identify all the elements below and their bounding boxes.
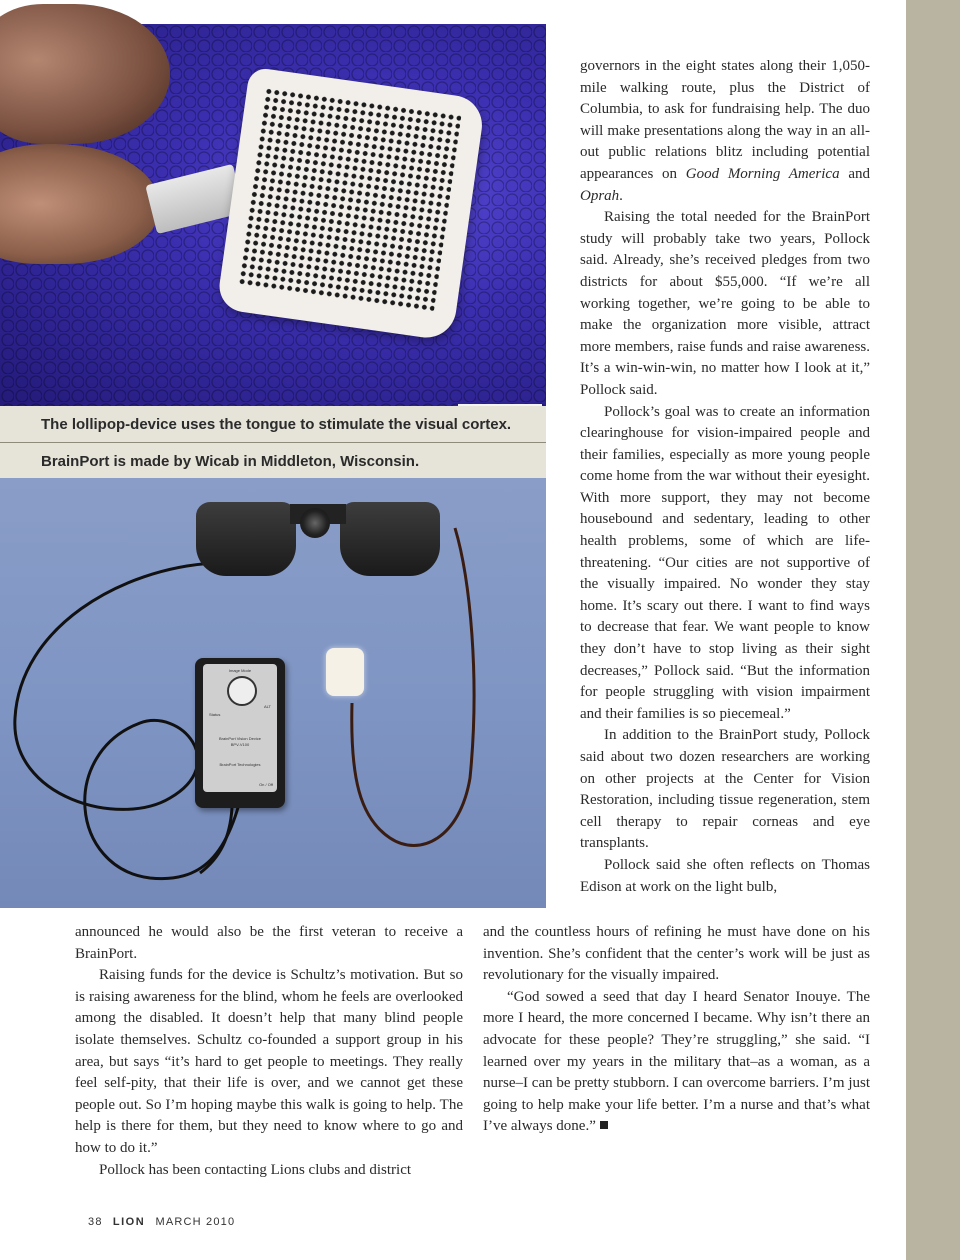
camera-lens [300,508,330,538]
paragraph [483,987,870,1138]
glasses-right-lens [340,502,440,576]
issue-date: MARCH 2010 [155,1216,236,1228]
paragraph: announced he would also be the first veteran to receive a BrainPort. [75,924,463,962]
paragraph: and the countless hours of refining he must have done on his invention. She’s confident that the center’s work will be just as revolutionary for the visually impaired. [483,924,870,984]
electrode-pad [216,67,486,342]
caption-divider [0,442,546,443]
mode-label: Image Mode [228,668,252,673]
article-right-column [580,56,870,898]
page-number: 38 [88,1216,103,1228]
photo-caption [0,406,546,478]
article-left-column [75,922,463,1181]
device-brand: BrainPort Technologies [219,762,261,767]
paragraph [580,56,870,207]
glasses-left-lens [196,502,296,576]
photo-tongue-device [0,24,546,406]
alt-label: ALT [263,704,271,709]
paragraph-text: and [839,165,870,182]
show-title: Oprah [580,187,620,204]
show-title: Good Morning America [685,165,840,182]
paragraph: Pollock’s goal was to create an information clearinghouse for vision-impaired people and their families, especially as more young people come home from the war without their eyesight. With more support, they may not become housebound and sedentary, leading to other health problems, some of which are life-threatening. “Our cities are not supportive of the visually impaired. No wonder they stay home. It’s scary out there. I want to find ways to decrease that fear. We want people to know they don’t have to stop living as their sight decreases,” Pollock said. “But the information for people struggling with vision impairment and their families is so piecemeal.” [580,403,870,722]
caption-line-2: BrainPort is made by Wicab in Middleton, Wisconsin. [41,453,420,470]
paragraph-text: governors in the eight states along their 1,050-mile walking route, plus the District of Columbia, to ask for fundraising help. The duo will make presentations along the way in an all-out public relations blitz including potential appearances on [580,58,870,182]
device-name: BrainPort Vision Device [219,736,261,741]
paragraph-text: “God sowed a seed that day I heard Senator Inouye. The more I heard, the more concerned I became. Why isn’t there an advocate for these people? They’re struggling,” she said. “I learned over my years in the military that–as a woman, as a nurse–I can be pretty stubborn. I can overcome barriers. I’m just going to help make your life better. I’m a nurse and that’s what I’ve always done.” [483,988,870,1135]
paragraph: Raising funds for the device is Schultz’s motivation. But so is raising awareness for the blind, whom he feels are overlooked among the disabled. It doesn’t help that many blind people isolate themselves. Schultz co-founded a support group in his area, but says “it’s hard to get people to meetings. They really feel self-pity, that their life is over, and we cannot get these people out. So I’m hoping maybe this walk is going to help. The help is there for them, but they need to know where to go and how to do it.” [75,967,463,1156]
status-label: Status [209,712,221,717]
paragraph: Raising the total needed for the BrainPort study will probably take two years, Pollock said. Already, she’s received pledges from two districts for about $55,000. “If we’re all working together, we’re going to be able to make the organization more visible, attract more members, raise funds and raise awareness. It’s a win-win-win, no matter how I look at it,” Pollock said. [580,209,870,398]
control-unit [195,658,285,808]
article-lower-right-column [483,922,870,1138]
page-edge-strip [906,0,960,1260]
magazine-name: LION [112,1216,146,1228]
power-label: On / Off [259,782,273,787]
control-panel [203,664,277,792]
page-footer [88,1216,235,1228]
mode-dial [227,676,257,706]
paragraph-text: . [619,187,623,204]
photo-brainport-device [0,478,546,908]
paragraph: Pollock has been contacting Lions clubs and district [99,1161,412,1178]
paragraph: In addition to the BrainPort study, Pollock said about two dozen researchers are working on other projects at the Center for Vision Restoration, including tissue regeneration, stem cell therapy to repair corneas and eye transplants. [580,727,870,852]
electrode-grid [238,87,462,313]
device-model: BPV-V100 [230,742,250,747]
caption-line-1: The lollipop-device uses the tongue to stimulate the visual cortex. [41,416,512,433]
end-of-article-mark [600,1121,608,1129]
tongue-pad [326,648,364,696]
paragraph: Pollock said she often reflects on Thomas Edison at work on the light bulb, [580,856,870,895]
